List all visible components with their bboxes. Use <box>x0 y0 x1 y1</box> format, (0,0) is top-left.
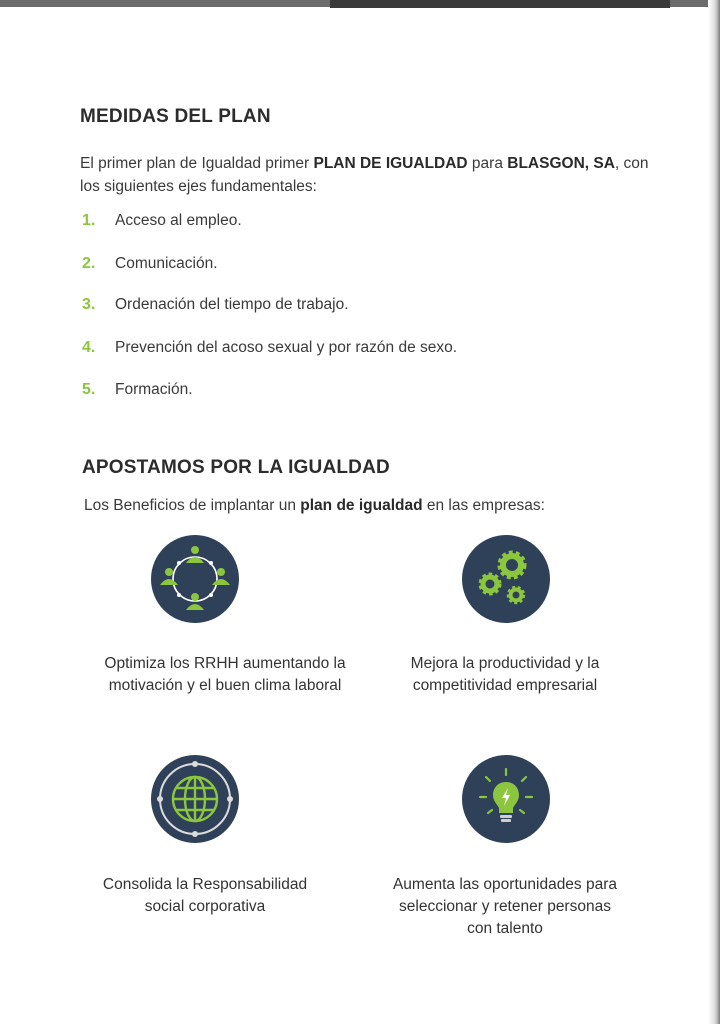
benefits-intro-text-2: en las empresas: <box>422 497 545 514</box>
benefit-text-talento <box>345 874 665 940</box>
benefit-line: social corporativa <box>144 898 266 915</box>
intro-bold-plan: PLAN DE IGUALDAD <box>313 155 468 172</box>
scan-top-edge-shadow <box>330 0 670 8</box>
list-item-number: 1. <box>82 212 96 229</box>
intro-text-1: El primer plan de Igualdad primer <box>80 155 314 172</box>
list-item-label: Comunicación. <box>115 255 218 272</box>
benefit-text-responsabilidad <box>40 874 370 918</box>
list-item <box>82 255 218 279</box>
benefits-intro-text-1: Los Beneficios de implantar un <box>84 497 301 514</box>
lightbulb-icon <box>462 755 550 843</box>
benefit-text-productividad <box>345 653 665 697</box>
list-item-label: Formación. <box>115 381 193 398</box>
list-item <box>82 339 457 363</box>
benefit-line: con talento <box>467 920 543 937</box>
section-title-apostamos: APOSTAMOS POR LA IGUALDAD <box>82 457 390 478</box>
benefits-intro-bold: plan de igualdad <box>300 497 423 514</box>
benefit-line: motivación y el buen clima laboral <box>108 677 342 694</box>
benefit-line: Optimiza los RRHH aumentando la <box>104 655 346 672</box>
list-item <box>82 296 349 320</box>
gears-icon <box>462 535 550 623</box>
globe-icon <box>151 755 239 843</box>
intro-bold-company: BLASGON, SA <box>507 155 615 172</box>
benefit-line: Aumenta las oportunidades para <box>392 876 618 893</box>
benefits-intro-paragraph <box>84 497 545 515</box>
intro-text-3: , con los siguientes ejes fundamentales: <box>80 155 649 195</box>
section-title-medidas: MEDIDAS DEL PLAN <box>80 106 271 127</box>
list-item <box>82 381 193 405</box>
list-item-number: 3. <box>82 296 96 313</box>
list-item <box>82 212 242 236</box>
people-network-icon <box>151 535 239 623</box>
list-item-label: Prevención del acoso sexual y por razón de sexo. <box>115 339 458 356</box>
list-item-number: 5. <box>82 381 96 398</box>
plan-intro-paragraph <box>80 152 650 198</box>
list-item-label: Ordenación del tiempo de trabajo. <box>115 296 349 313</box>
scan-right-edge <box>708 0 720 1024</box>
benefit-line: Mejora la productividad y la <box>410 655 600 672</box>
list-item-label: Acceso al empleo. <box>115 212 242 229</box>
list-item-number: 2. <box>82 255 96 272</box>
benefit-line: seleccionar y retener personas <box>399 898 611 915</box>
intro-text-2: para <box>467 155 508 172</box>
list-item-number: 4. <box>82 339 96 356</box>
benefit-line: Consolida la Responsabilidad <box>102 876 308 893</box>
benefit-line: competitividad empresarial <box>412 677 598 694</box>
